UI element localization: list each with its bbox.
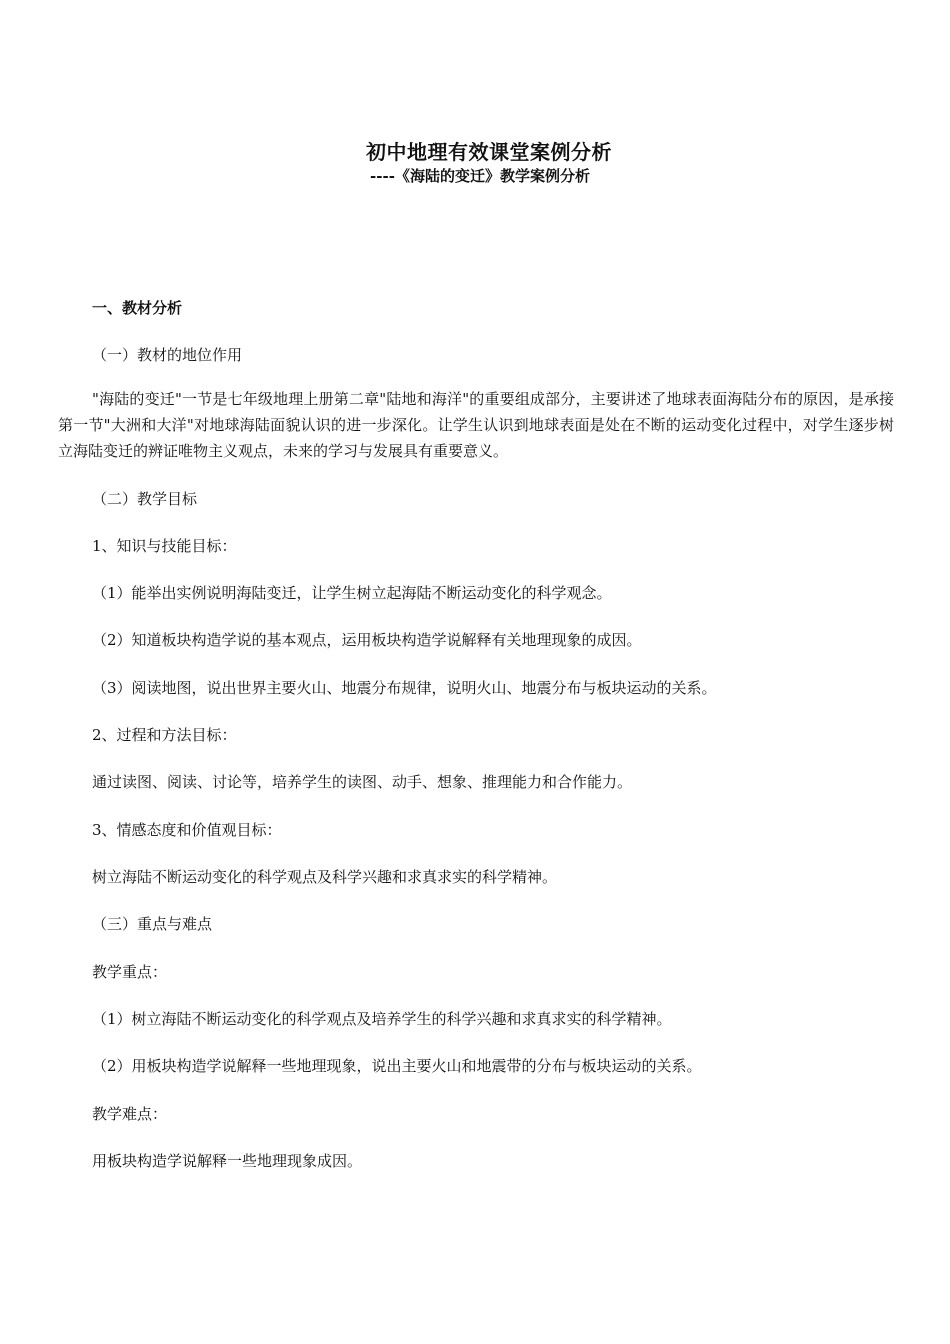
goal-knowledge-item: （3）阅读地图，说出世界主要火山、地震分布规律，说明火山、地震分布与板块运动的关系。 — [92, 679, 717, 697]
goal-knowledge-item: （1）能举出实例说明海陆变迁，让学生树立起海陆不断运动变化的科学观念。 — [92, 584, 612, 602]
section-heading-textbook-analysis: 一、教材分析 — [92, 299, 183, 317]
paragraph-position-role: "海陆的变迁"一节是七年级地理上册第二章"陆地和海洋"的重要组成部分，主要讲述了地球表面海陆分布的原因，是承接第一节"大洲和大洋"对地球海陆面貌认识的进一步深化。让学生认识到地球表面是处在不断的运动变化过程中，对学生逐步树立海陆变迁的辨证唯物主义观点，未来的学习与发展具有重要意义。 — [58, 390, 894, 460]
goal-process-method: 2、过程和方法目标： — [92, 726, 237, 744]
document-title: 初中地理有效课堂案例分析 — [366, 140, 612, 164]
goal-emotion-values-text: 树立海陆不断运动变化的科学观点及科学兴趣和求真求实的科学精神。 — [92, 868, 558, 886]
subheading-teaching-goals: （二）教学目标 — [92, 490, 198, 508]
subheading-key-difficult-points: （三）重点与难点 — [92, 915, 213, 933]
key-point-item: （2）用板块构造学说解释一些地理现象，说出主要火山和地震带的分布与板块运动的关系。 — [92, 1057, 702, 1075]
subheading-position-role: （一）教材的地位作用 — [92, 346, 243, 364]
goal-knowledge-skills: 1、知识与技能目标： — [92, 537, 237, 555]
goal-knowledge-item: （2）知道板块构造学说的基本观点，运用板块构造学说解释有关地理现象的成因。 — [92, 631, 642, 649]
goal-emotion-values: 3、情感态度和价值观目标： — [92, 821, 282, 839]
key-point-item: （1）树立海陆不断运动变化的科学观点及培养学生的科学兴趣和求真求实的科学精神。 — [92, 1010, 672, 1028]
difficult-point-text: 用板块构造学说解释一些地理现象成因。 — [92, 1152, 363, 1170]
difficult-points-label: 教学难点： — [92, 1105, 168, 1123]
document-subtitle: ----《海陆的变迁》教学案例分析 — [370, 167, 590, 185]
key-points-label: 教学重点： — [92, 963, 168, 981]
goal-process-method-text: 通过读图、阅读、讨论等，培养学生的读图、动手、想象、推理能力和合作能力。 — [92, 773, 633, 791]
